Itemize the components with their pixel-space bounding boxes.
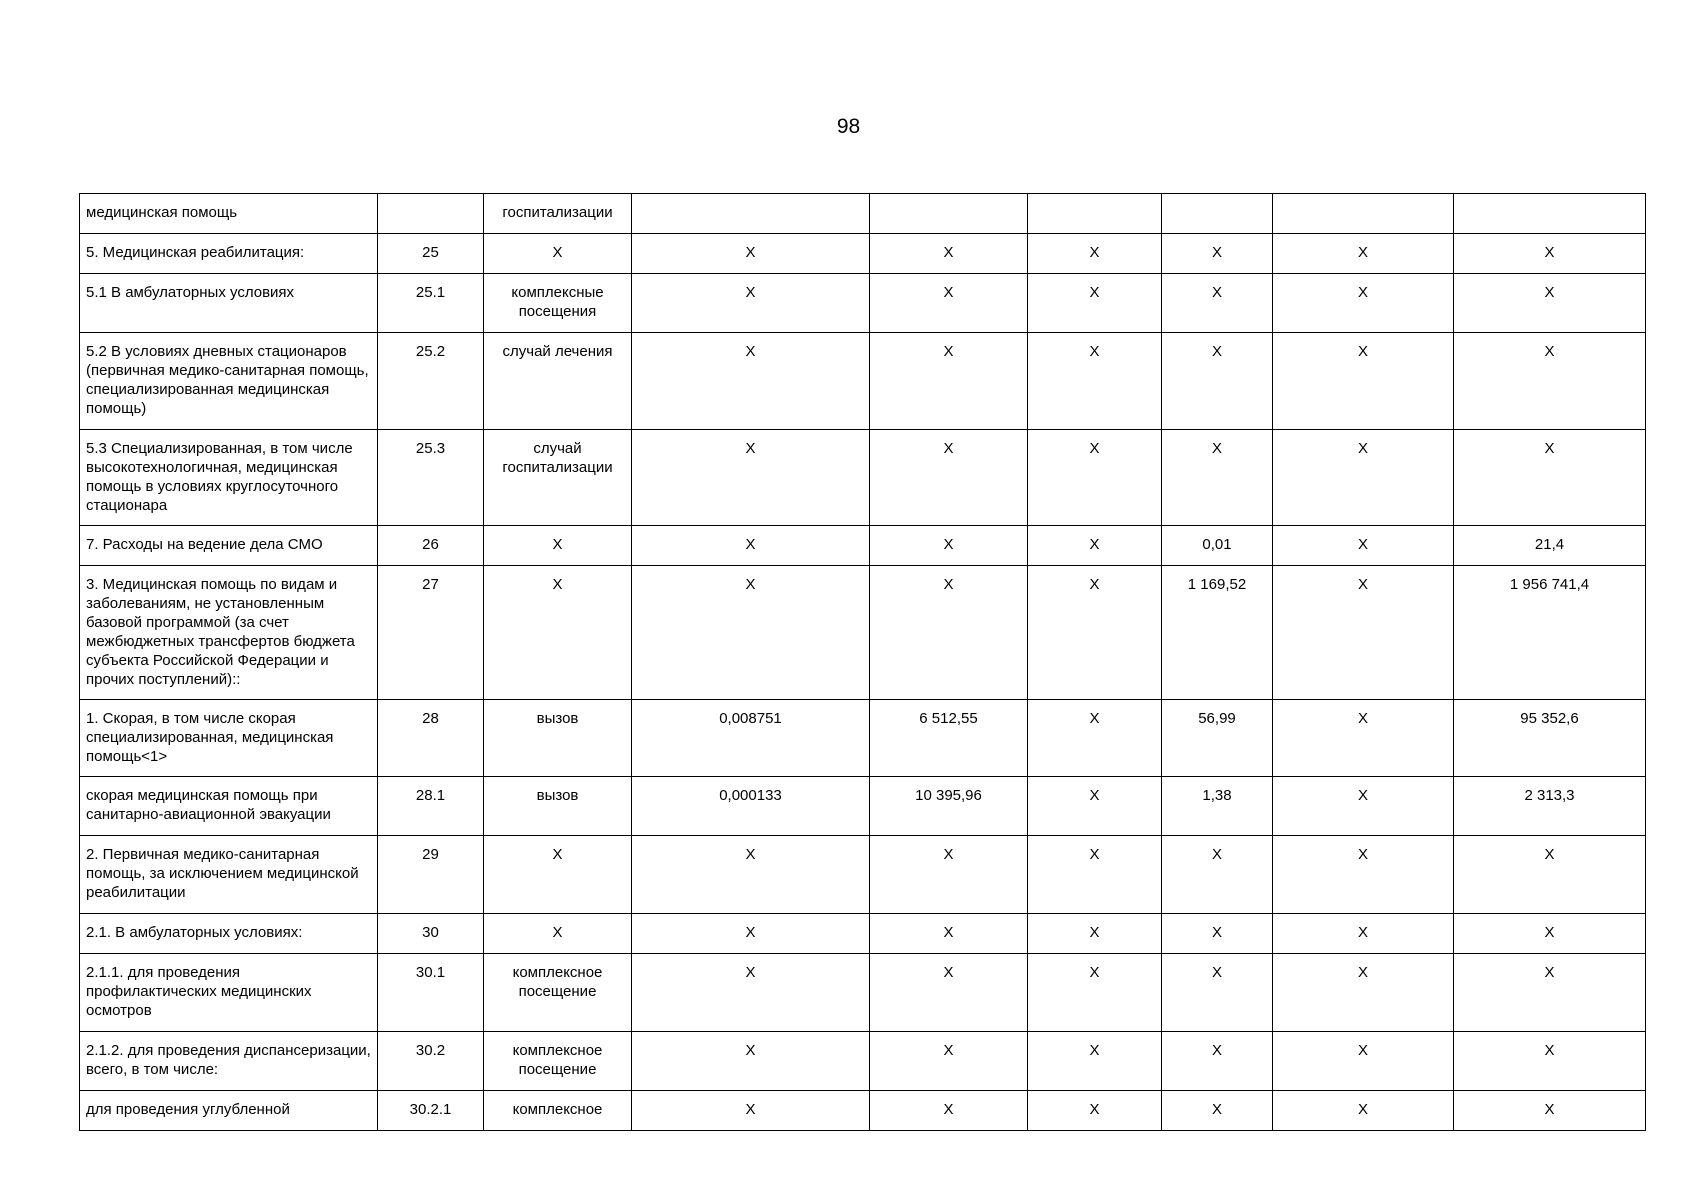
table-cell: X <box>1162 430 1273 526</box>
table-cell: X <box>1273 700 1454 777</box>
table-cell: X <box>484 526 632 566</box>
table-cell: X <box>1028 234 1162 274</box>
table-cell: X <box>1028 566 1162 700</box>
row-label-cell: для проведения углубленной <box>80 1091 378 1131</box>
table-row <box>80 1032 1646 1091</box>
table-row <box>80 914 1646 954</box>
table-cell: 21,4 <box>1454 526 1646 566</box>
table-cell: X <box>870 566 1028 700</box>
table-cell: X <box>1162 274 1273 333</box>
table-row <box>80 566 1646 700</box>
table-cell: 28 <box>378 700 484 777</box>
table-cell: X <box>484 234 632 274</box>
table-cell: X <box>1273 777 1454 836</box>
table-cell: 25.2 <box>378 333 484 430</box>
row-label-cell: 1. Скорая, в том числе скорая специализированная, медицинская помощь<1> <box>80 700 378 777</box>
table-cell: 25 <box>378 234 484 274</box>
table-cell <box>1162 194 1273 234</box>
table-cell <box>1028 194 1162 234</box>
table-cell: X <box>632 954 870 1032</box>
table-cell: 10 395,96 <box>870 777 1028 836</box>
table-cell <box>378 194 484 234</box>
table-cell: вызов <box>484 700 632 777</box>
table-cell <box>1273 194 1454 234</box>
table-cell: случай госпитализации <box>484 430 632 526</box>
table-cell: X <box>1273 526 1454 566</box>
table-cell: X <box>1162 234 1273 274</box>
table-cell: X <box>632 914 870 954</box>
table-row <box>80 526 1646 566</box>
table-cell: 30.2 <box>378 1032 484 1091</box>
table-cell: X <box>1273 566 1454 700</box>
table-cell: X <box>870 954 1028 1032</box>
table-cell: X <box>1028 914 1162 954</box>
table-cell: комплексное посещение <box>484 954 632 1032</box>
table-row <box>80 274 1646 333</box>
table-cell: X <box>632 234 870 274</box>
table-cell: X <box>1454 234 1646 274</box>
table-cell: X <box>1028 954 1162 1032</box>
table-cell: 30.2.1 <box>378 1091 484 1131</box>
table-cell: X <box>870 333 1028 430</box>
table-cell: 28.1 <box>378 777 484 836</box>
table-cell: X <box>484 914 632 954</box>
table-cell: X <box>1028 274 1162 333</box>
table-cell: X <box>632 526 870 566</box>
table-cell: X <box>1454 954 1646 1032</box>
table-cell: X <box>1273 430 1454 526</box>
table-cell: X <box>1162 333 1273 430</box>
table-cell: X <box>1454 274 1646 333</box>
table-cell: X <box>1162 836 1273 914</box>
table-cell: 95 352,6 <box>1454 700 1646 777</box>
table-cell: X <box>632 333 870 430</box>
table-row <box>80 430 1646 526</box>
table-cell: X <box>1162 1032 1273 1091</box>
table-body <box>80 194 1646 1131</box>
table-cell: 1,38 <box>1162 777 1273 836</box>
row-label-cell: 5.2 В условиях дневных стационаров (первичная медико-санитарная помощь, специализированная медицинская помощь) <box>80 333 378 430</box>
table-cell: X <box>1028 777 1162 836</box>
table-cell: X <box>870 430 1028 526</box>
table-cell: X <box>1273 333 1454 430</box>
table-cell: госпитализации <box>484 194 632 234</box>
table-cell: 30 <box>378 914 484 954</box>
table-cell: 2 313,3 <box>1454 777 1646 836</box>
row-label-cell: 2. Первичная медико-санитарная помощь, за исключением медицинской реабилитации <box>80 836 378 914</box>
table-cell: 27 <box>378 566 484 700</box>
table-row <box>80 194 1646 234</box>
table-cell: 25.3 <box>378 430 484 526</box>
table-cell: 6 512,55 <box>870 700 1028 777</box>
table-cell: X <box>484 566 632 700</box>
row-label-cell: 5.1 В амбулаторных условиях <box>80 274 378 333</box>
table-cell <box>1454 194 1646 234</box>
table-cell: X <box>1162 914 1273 954</box>
table-row <box>80 234 1646 274</box>
table-cell: X <box>1273 914 1454 954</box>
table-cell: 0,01 <box>1162 526 1273 566</box>
table-cell: 56,99 <box>1162 700 1273 777</box>
table-row <box>80 1091 1646 1131</box>
table-cell: X <box>1454 1032 1646 1091</box>
data-table <box>79 193 1646 1131</box>
table-cell: X <box>870 274 1028 333</box>
table-row <box>80 836 1646 914</box>
table-cell: X <box>1028 526 1162 566</box>
table-cell: 30.1 <box>378 954 484 1032</box>
table-cell: X <box>1273 1032 1454 1091</box>
table-row <box>80 700 1646 777</box>
table-cell <box>632 194 870 234</box>
table-cell: X <box>632 836 870 914</box>
row-label-cell: 3. Медицинская помощь по видам и заболеваниям, не установленным базовой программой (за счет межбюджетных трансфертов бюджета субъекта Российской Федерации и прочих поступлений):: <box>80 566 378 700</box>
table-row <box>80 954 1646 1032</box>
row-label-cell: 2.1. В амбулаторных условиях: <box>80 914 378 954</box>
row-label-cell: медицинская помощь <box>80 194 378 234</box>
table-cell: X <box>1028 1032 1162 1091</box>
row-label-cell: 7. Расходы на ведение дела СМО <box>80 526 378 566</box>
table-cell: X <box>484 836 632 914</box>
table-cell: X <box>870 1091 1028 1131</box>
table-cell: вызов <box>484 777 632 836</box>
table-cell: X <box>1028 333 1162 430</box>
table-cell: X <box>632 1032 870 1091</box>
table-cell: комплексные посещения <box>484 274 632 333</box>
table-cell: X <box>1273 234 1454 274</box>
table-cell: X <box>1454 836 1646 914</box>
table-cell: X <box>1028 1091 1162 1131</box>
table-cell: X <box>1273 954 1454 1032</box>
table-cell: комплексное <box>484 1091 632 1131</box>
table-cell: X <box>870 836 1028 914</box>
table-cell: X <box>1454 333 1646 430</box>
table-cell: X <box>1162 954 1273 1032</box>
table-cell: случай лечения <box>484 333 632 430</box>
table-cell: 0,008751 <box>632 700 870 777</box>
table-cell: X <box>1162 1091 1273 1131</box>
table-cell: 1 956 741,4 <box>1454 566 1646 700</box>
row-label-cell: 5.3 Специализированная, в том числе высокотехнологичная, медицинская помощь в условиях круглосуточного стационара <box>80 430 378 526</box>
table-cell: X <box>870 526 1028 566</box>
row-label-cell: 2.1.2. для проведения диспансеризации, всего, в том числе: <box>80 1032 378 1091</box>
table-cell: X <box>870 1032 1028 1091</box>
row-label-cell: скорая медицинская помощь при санитарно-авиационной эвакуации <box>80 777 378 836</box>
table-cell: X <box>632 430 870 526</box>
row-label-cell: 5. Медицинская реабилитация: <box>80 234 378 274</box>
table-cell: X <box>1454 914 1646 954</box>
table-cell: X <box>870 914 1028 954</box>
table-cell: 29 <box>378 836 484 914</box>
table-cell: X <box>1454 430 1646 526</box>
page-number: 98 <box>836 115 861 138</box>
table-cell: X <box>632 566 870 700</box>
table-cell: X <box>632 274 870 333</box>
table-cell: X <box>1273 274 1454 333</box>
table-cell <box>870 194 1028 234</box>
row-label-cell: 2.1.1. для проведения профилактических медицинских осмотров <box>80 954 378 1032</box>
table-cell: комплексное посещение <box>484 1032 632 1091</box>
table-cell: X <box>1273 1091 1454 1131</box>
table-cell: X <box>632 1091 870 1131</box>
table-cell: 0,000133 <box>632 777 870 836</box>
table-cell: X <box>870 234 1028 274</box>
table-cell: X <box>1028 430 1162 526</box>
table-cell: X <box>1273 836 1454 914</box>
table-cell: X <box>1028 700 1162 777</box>
table-cell: 25.1 <box>378 274 484 333</box>
table-row <box>80 777 1646 836</box>
table-cell: X <box>1028 836 1162 914</box>
table-cell: 1 169,52 <box>1162 566 1273 700</box>
table-cell: 26 <box>378 526 484 566</box>
table-cell: X <box>1454 1091 1646 1131</box>
table-row <box>80 333 1646 430</box>
